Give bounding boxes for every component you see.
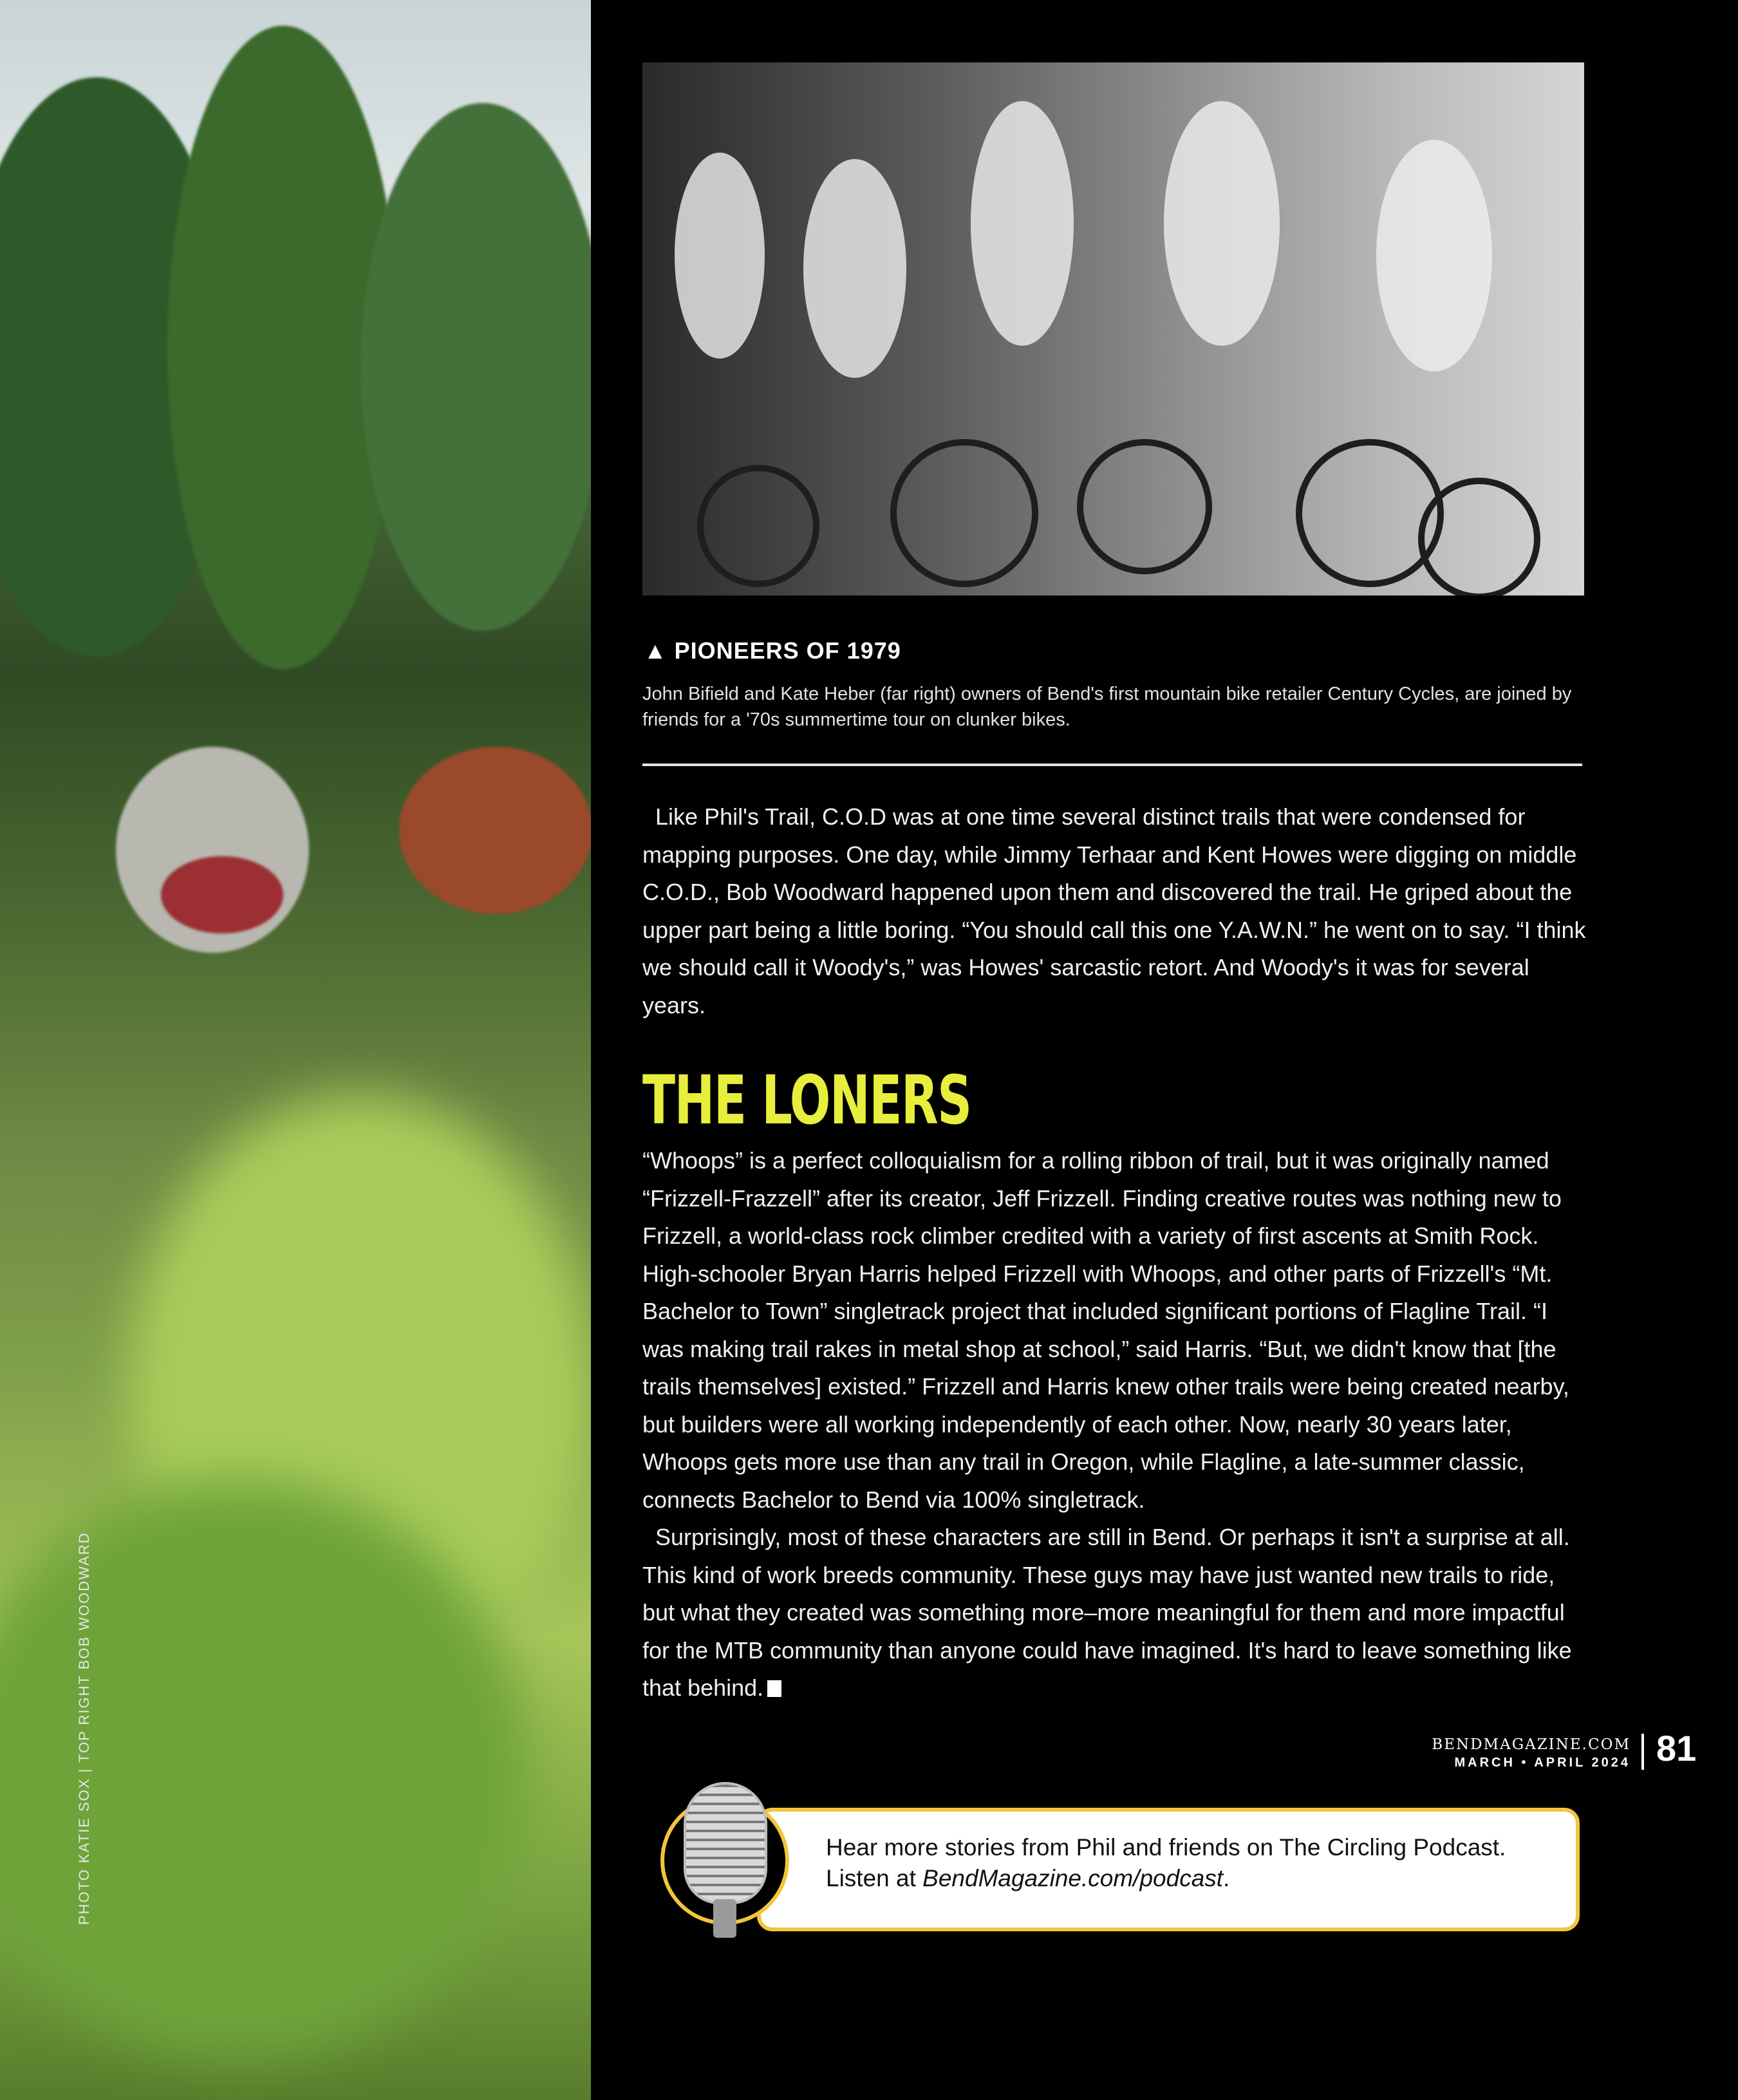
vintage-group-photo [642, 62, 1584, 595]
vintage-photo-illustration [642, 62, 1584, 595]
article-paragraph-1 [642, 798, 1589, 1024]
caption-body: John Bifield and Kate Heber (far right) owners of Bend's first mountain bike retailer Century Cycles, are joined by friends for a '70s summertime tour on clunker bikes. [642, 684, 1572, 730]
caption-title: ▲ PIONEERS OF 1979 [644, 637, 901, 664]
divider [642, 764, 1582, 766]
paragraph-closing [642, 1519, 1589, 1707]
microphone-stand-icon [713, 1899, 736, 1938]
red-shorts-shape [161, 856, 283, 933]
end-mark-icon [767, 1680, 781, 1697]
podcast-text [826, 1832, 1547, 1894]
red-shrub-shape [399, 747, 591, 914]
section-heading: THE LONERS [642, 1061, 971, 1139]
footer-date: MARCH • APRIL 2024 [1454, 1756, 1631, 1770]
page-number: 81 [1656, 1728, 1697, 1768]
paragraph-text: Like Phil's Trail, C.O.D was at one time several distinct trails that were condensed for mapping purposes. One day, while Jimmy Terhaar and Kent Howes were digging on middle C.O.D., Bob Woodward happened upon them and discovered the trail. He griped about the upper part being a little boring. “You should call this one Y.A.W.N.” he went on to say. “I think we should call it Woody's,” was Howes' sarcastic retort. And Woody's it was for several years. [642, 803, 1586, 1018]
footer-site: BENDMAGAZINE.COM [1432, 1736, 1631, 1753]
microphone-icon [684, 1782, 767, 1904]
paragraph-text: Surprisingly, most of these characters are still in Bend. Or perhaps it isn't a surprise at all. This kind of work breeds community. These guys may have just wanted new trails to ride, but what they created was something more–more meaningful for them and more impactful for the MTB community than anyone could have imagined. It's hard to leave something like that behind. [642, 1524, 1572, 1701]
article-body [642, 1142, 1589, 1707]
pine-tree-shape [360, 103, 591, 631]
podcast-link[interactable]: BendMagazine.com/podcast [922, 1865, 1224, 1891]
photo-credit: PHOTO KATIE SOX | TOP RIGHT BOB WOODWARD [76, 1532, 92, 1925]
footer-separator [1641, 1734, 1644, 1770]
podcast-text-lead: Hear more stories from Phil and friends on The Circling Podcast. Listen at [826, 1834, 1506, 1891]
podcast-text-end: . [1223, 1865, 1230, 1891]
mountain-biker-photo [0, 0, 591, 2100]
paragraph-text: “Whoops” is a perfect colloquialism for a rolling ribbon of trail, but it was originally named “Frizzell-Frazzell” after its creator, Jeff Frizzell. Finding creative routes was nothing new to Frizzell, a world-class rock climber credited with a variety of first ascents at Smith Rock. High-schooler Bryan Harris helped Frizzell with Whoops, and other parts of Frizzell's “Mt. Bachelor to Town” singletrack project that included significant portions of Flagline Trail. “I was making trail rakes in metal shop at school,” said Harris. “But, we didn't know that [the trails themselves] existed.” Frizzell and Harris knew other trails were being created nearby, but builders were all working independently of each other. Now, nearly 30 years later, Whoops gets more use than any trail in Oregon, while Flagline, a late-summer classic, connects Bachelor to Bend via 100% singletrack. [642, 1147, 1569, 1513]
